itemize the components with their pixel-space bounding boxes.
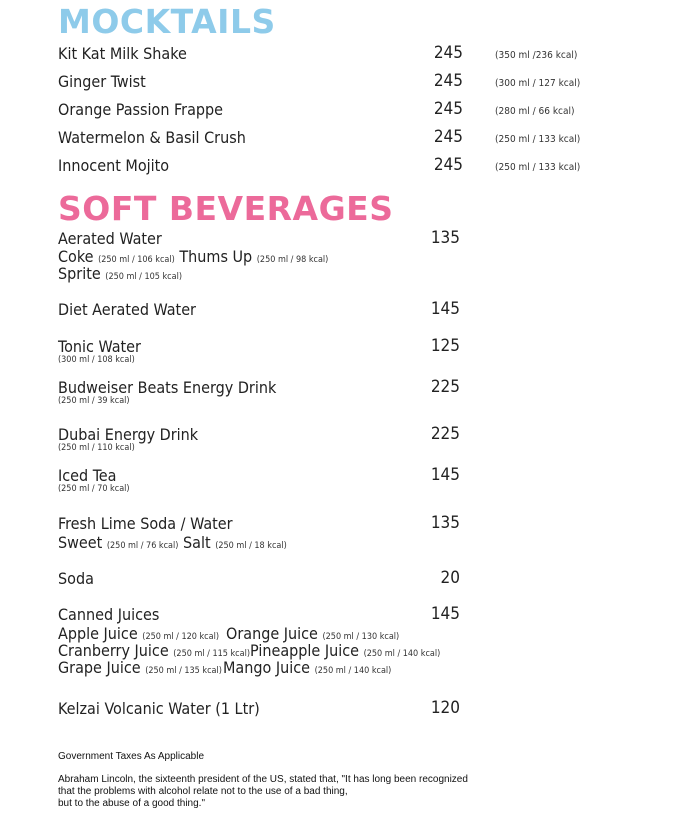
menu-item-name: Watermelon & Basil Crush (58, 128, 246, 147)
sub-item-name: Orange Juice (226, 624, 318, 643)
menu-item-name: Diet Aerated Water (58, 300, 196, 319)
sub-item-calories: (250 ml / 140 kcal) (363, 649, 441, 659)
quote-line: but to the abuse of a good thing." (58, 798, 205, 809)
menu-item-price: 245 (433, 43, 463, 63)
menu-item-price: 120 (430, 698, 460, 718)
menu-item-name: Kit Kat Milk Shake (58, 44, 187, 63)
menu-item-calories: (280 ml / 66 kcal) (495, 106, 575, 117)
sub-item-line (58, 533, 287, 552)
menu-item-name: Dubai Energy Drink (58, 425, 199, 444)
sub-item-calories: (250 ml / 120 kcal) (142, 632, 220, 642)
sub-item-calories: (250 ml / 18 kcal) (215, 541, 287, 551)
menu-item-calories: (300 ml / 127 kcal) (495, 78, 581, 89)
menu-item-price: 245 (433, 71, 463, 91)
sub-item-line (223, 658, 391, 677)
menu-item-price: 20 (440, 568, 460, 588)
sub-item-calories: (250 ml / 106 kcal) (98, 255, 175, 265)
sub-item-line (58, 658, 222, 677)
sub-item-line (58, 264, 182, 283)
sub-item-name: Mango Juice (223, 658, 311, 677)
menu-item-name: Ginger Twist (58, 72, 146, 91)
menu-item-price: 135 (430, 228, 460, 248)
sub-item-name: Sprite (58, 264, 101, 283)
sub-item-calories: (250 ml / 105 kcal) (105, 272, 183, 282)
menu-item-name: Fresh Lime Soda / Water (58, 514, 233, 533)
menu-item-name: Canned Juices (58, 605, 160, 624)
sub-item-calories: (250 ml / 76 kcal) (106, 541, 179, 551)
menu-item-price: 245 (433, 127, 463, 147)
menu-item-price: 135 (430, 513, 460, 533)
sub-item-name: Pineapple Juice (250, 641, 359, 660)
menu-item-price: 125 (430, 336, 460, 356)
sub-item-name: Salt (183, 533, 211, 552)
menu-item-calories: (250 ml / 133 kcal) (495, 134, 581, 145)
mocktails-heading: MOCKTAILS (58, 2, 276, 41)
sub-item-calories: (250 ml / 98 kcal) (256, 255, 329, 265)
menu-item-price: 225 (430, 377, 460, 397)
menu-item-price: 225 (430, 424, 460, 444)
menu-item-name: Kelzai Volcanic Water (1 Ltr) (58, 699, 260, 718)
sub-item-calories: (250 ml / 130 kcal) (322, 632, 400, 642)
menu-item-name: Budweiser Beats Energy Drink (58, 378, 277, 397)
sub-item-name: Cranberry Juice (58, 641, 169, 660)
sub-item-name: Coke (58, 247, 94, 266)
taxes-note: Government Taxes As Applicable (58, 751, 205, 762)
menu-item-name: Aerated Water (58, 229, 162, 248)
menu-item-price: 145 (430, 604, 460, 624)
menu-item-name: Innocent Mojito (58, 156, 170, 175)
menu-item-calories: (300 ml / 108 kcal) (58, 355, 135, 365)
menu-item-price: 145 (430, 299, 460, 319)
menu-item-calories: (250 ml / 133 kcal) (495, 162, 581, 173)
sub-item-calories: (250 ml / 115 kcal) (173, 649, 250, 659)
menu-item-price: 245 (433, 155, 463, 175)
sub-item-name: Thums Up (179, 247, 253, 266)
sub-item-calories: (250 ml / 135 kcal) (145, 666, 222, 676)
menu-item-calories: (250 ml / 70 kcal) (58, 484, 130, 494)
menu-item-calories: (350 ml /236 kcal) (495, 50, 578, 61)
sub-item-calories: (250 ml / 140 kcal) (314, 666, 392, 676)
sub-item-name: Grape Juice (58, 658, 141, 677)
sub-item-name: Sweet (58, 533, 103, 552)
lincoln-quote (58, 774, 468, 810)
menu-item-name: Orange Passion Frappe (58, 100, 224, 119)
menu-item-calories: (250 ml / 39 kcal) (58, 396, 130, 406)
menu-item-name: Tonic Water (58, 337, 141, 356)
quote-line: Abraham Lincoln, the sixteenth president of the US, stated that, "It has long been recognized (58, 774, 468, 785)
menu-item-price: 245 (433, 99, 463, 119)
menu-item-calories: (250 ml / 110 kcal) (58, 443, 135, 453)
soft-beverages-heading: SOFT BEVERAGES (58, 189, 394, 228)
quote-line: that the problems with alcohol relate not to the use of a bad thing, (58, 786, 348, 797)
menu-item-name: Soda (58, 569, 94, 588)
sub-item-name: Apple Juice (58, 624, 138, 643)
menu-item-name: Iced Tea (58, 466, 117, 485)
menu-item-price: 145 (430, 465, 460, 485)
